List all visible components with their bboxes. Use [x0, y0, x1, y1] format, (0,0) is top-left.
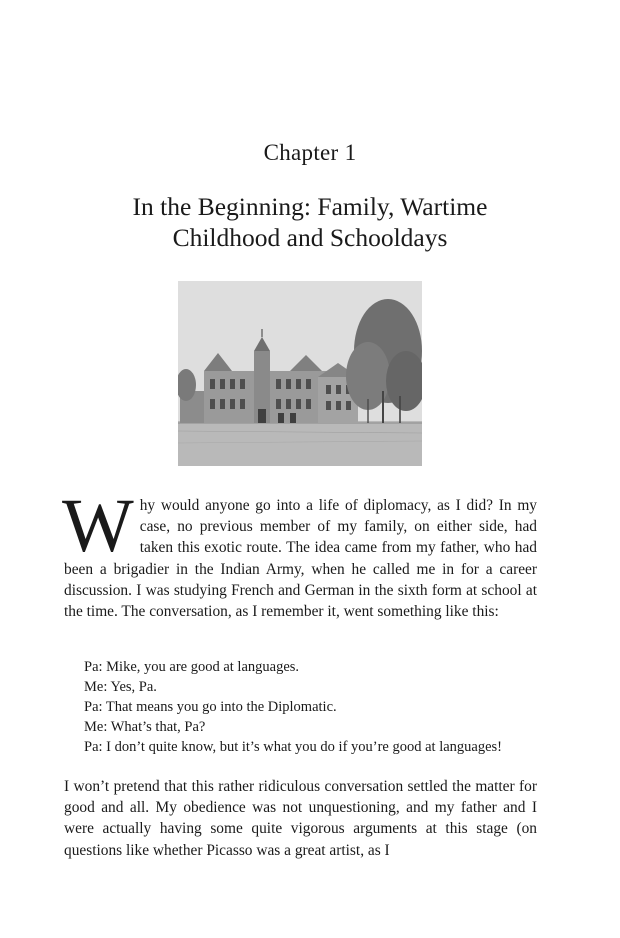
dialogue-line: Pa: That means you go into the Diplomatic. [84, 699, 337, 715]
dialogue-line: Me: Yes, Pa. [84, 679, 157, 695]
opening-paragraph-text: hy would anyone go into a life of diplomacy, as I did? In my case, no previous member of my family, on either side, had taken this exotic route. The idea came from my father, who had been a brigadier in the Indian Army, when he called me in for a career discussion. I was studying French and German in the sixth form at school at the time. The conversation, as I remember it, went something like this: [64, 497, 537, 621]
second-paragraph: I won’t pretend that this rather ridiculous conversation settled the matter for good and all. My obedience was not unquestioning, and my father and I were actually having some quite vigorous arguments at this stage (on questions like whether Picasso was a great artist, as I [64, 778, 537, 859]
school-building-sketch [178, 281, 422, 466]
chapter-title-line-2: Childhood and Schooldays [172, 223, 448, 252]
drop-cap: W [62, 484, 134, 568]
dialogue-line: Me: What’s that, Pa? [84, 719, 206, 735]
dialogue-line: Pa: I don’t quite know, but it’s what you do if you’re good at languages! [84, 739, 503, 755]
dialogue-block [84, 657, 554, 757]
chapter-title [60, 191, 560, 253]
school-building-illustration [178, 281, 422, 466]
opening-paragraph [62, 484, 537, 622]
chapter-label: Chapter 1 [263, 140, 357, 165]
chapter-title-line-1: In the Beginning: Family, Wartime [132, 192, 488, 221]
dialogue-line: Pa: Mike, you are good at languages. [84, 659, 300, 675]
